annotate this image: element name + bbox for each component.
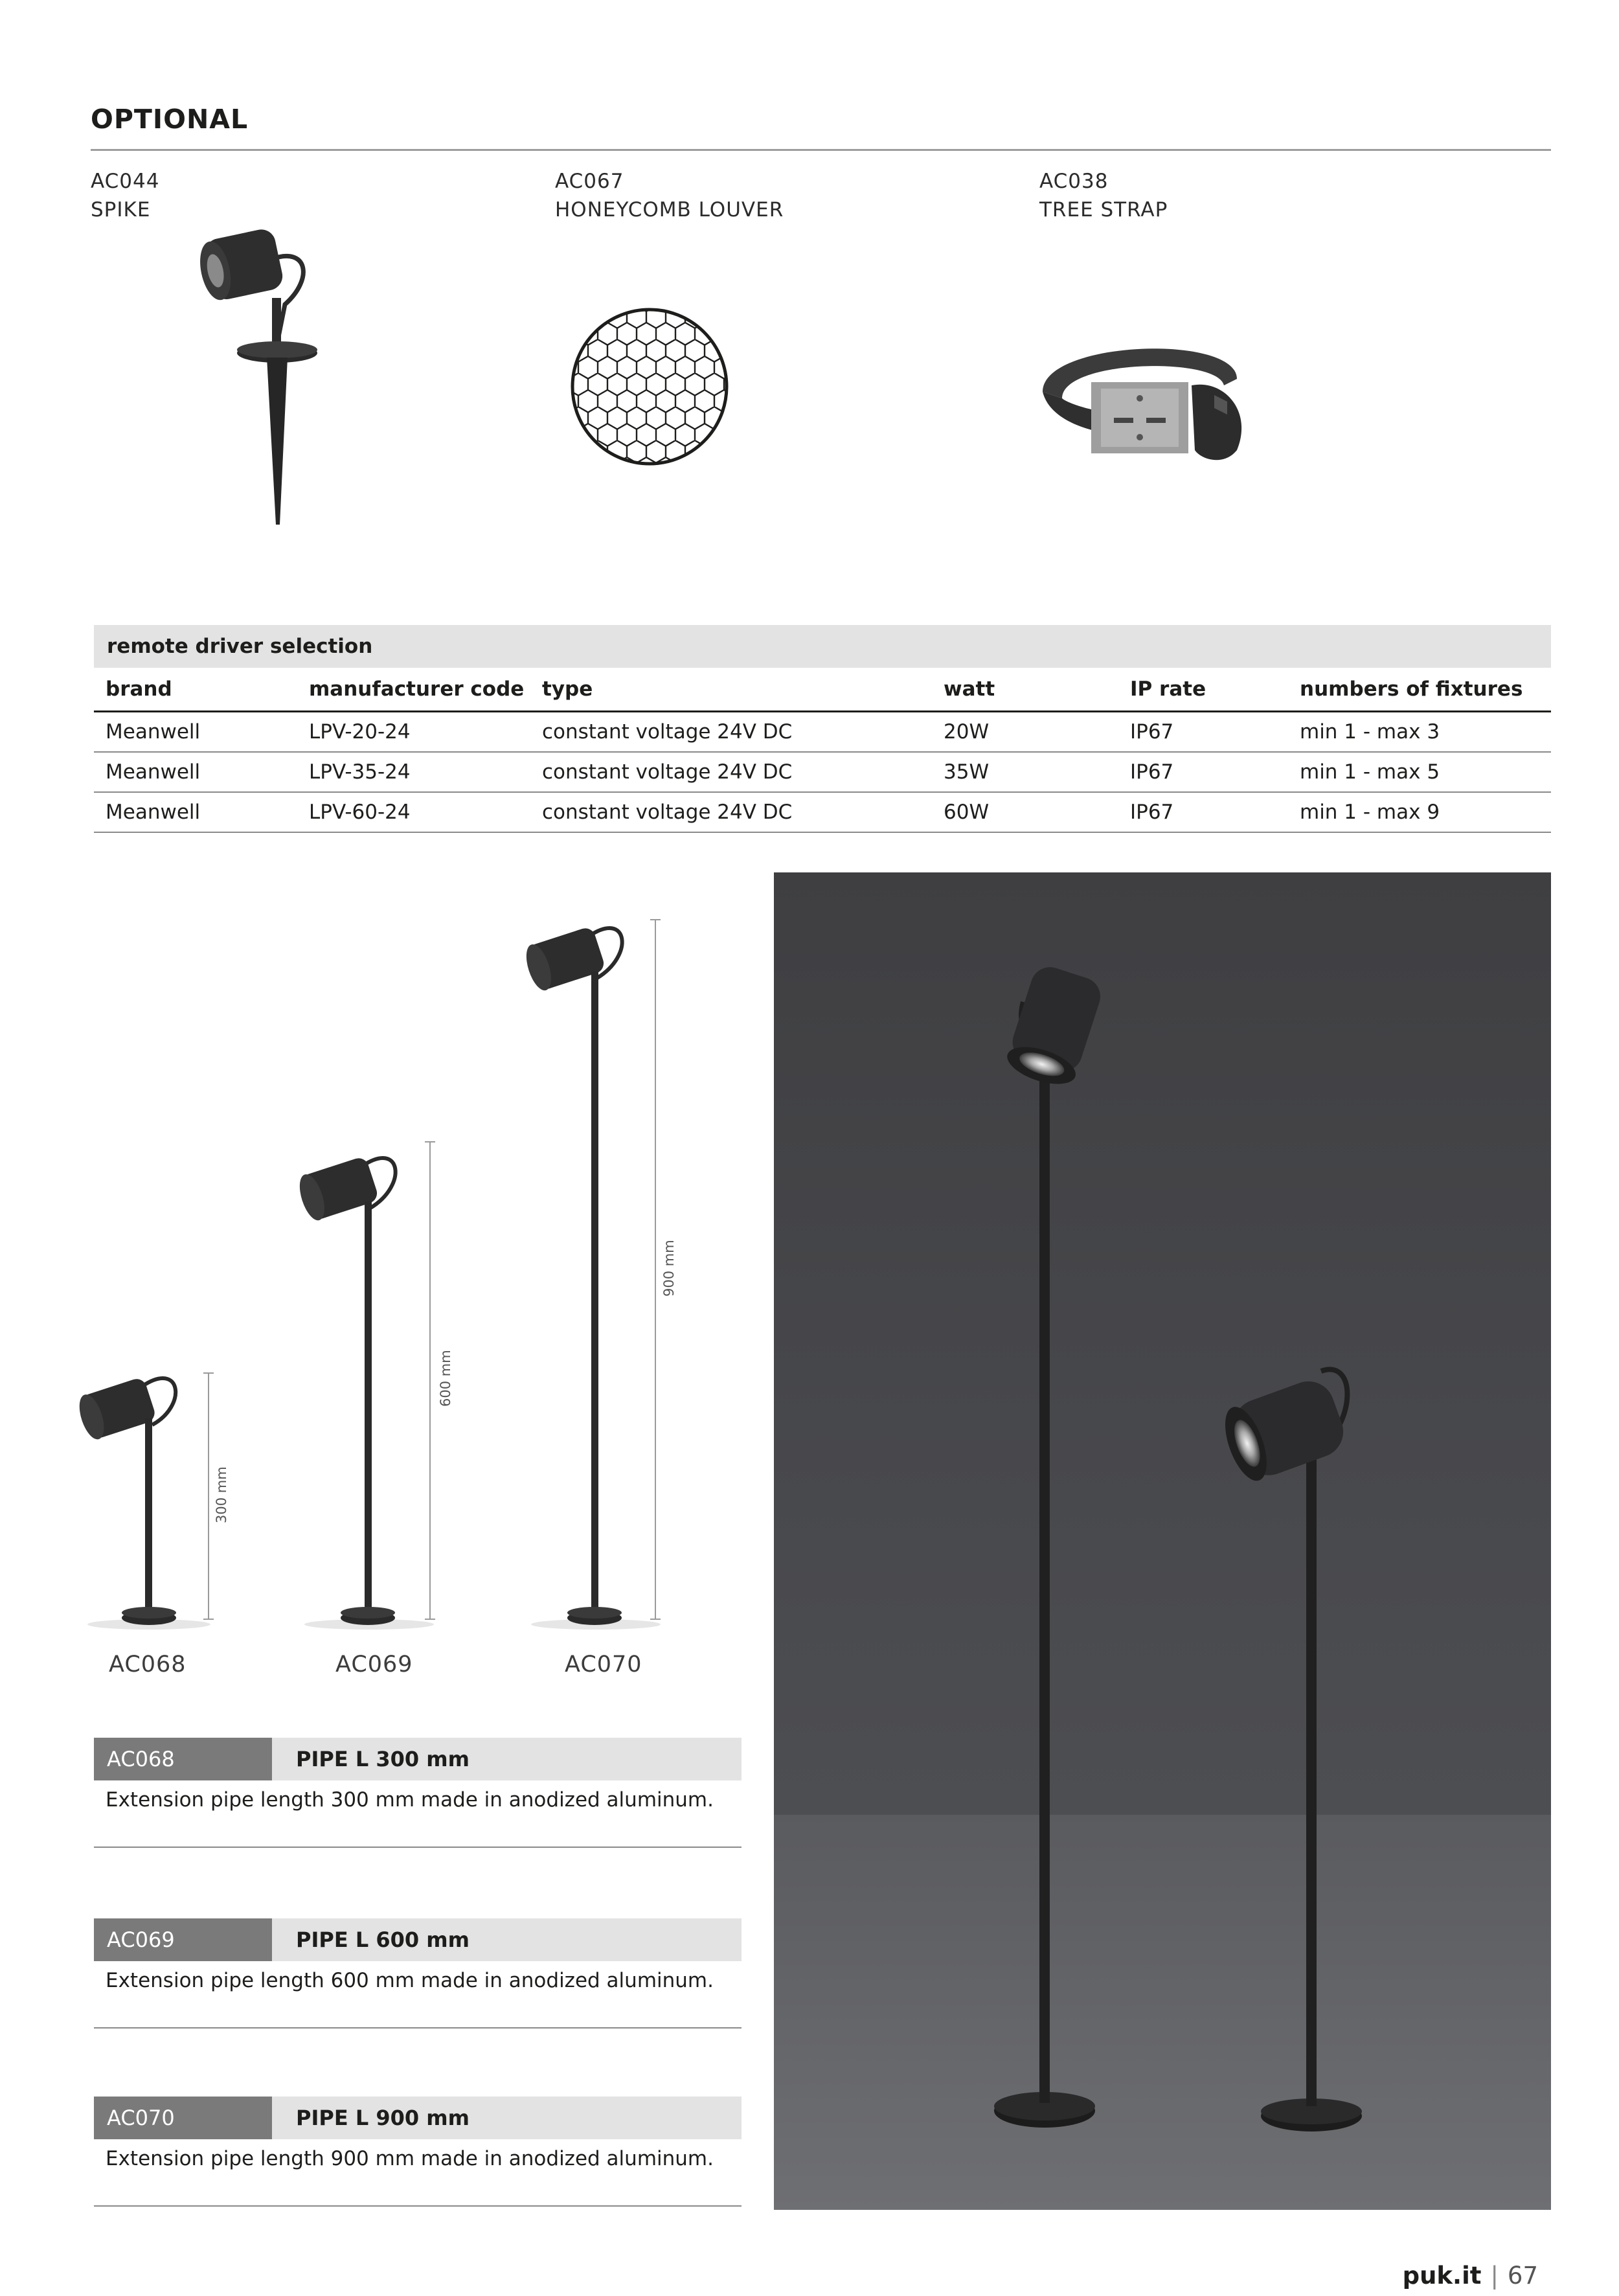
cell-brand: Meanwell [106, 760, 201, 784]
cell-watt: 35W [944, 760, 990, 784]
tree-strap-image [1030, 321, 1250, 470]
page-number: 67 [1507, 2262, 1538, 2290]
pipe-ac068-drawing [74, 1373, 214, 1630]
driver-selection-table [94, 625, 1551, 833]
pipe-ac070-drawing [521, 920, 661, 1630]
column-header-manufacturer-code: manufacturer code [309, 677, 525, 701]
cell-numbers-of-fixtures: min 1 - max 3 [1300, 720, 1440, 744]
column-header-brand: brand [106, 677, 172, 701]
accessory-code: AC038 [1039, 170, 1109, 193]
column-header-numbers-of-fixtures: numbers of fixtures [1300, 677, 1523, 701]
column-header-type: type [542, 677, 593, 701]
dimension-label-300: 300 mm [214, 1466, 229, 1523]
column-header-ip-rate: IP rate [1130, 677, 1206, 701]
footer [1403, 2262, 1538, 2290]
cell-type: constant voltage 24V DC [542, 720, 793, 744]
accessory-name: TREE STRAP [1039, 198, 1168, 222]
cell-type: constant voltage 24V DC [542, 801, 793, 824]
accessory-spike [91, 170, 159, 222]
section-divider [91, 149, 1551, 151]
spec-title: PIPE L 900 mm [296, 2106, 470, 2130]
table-title: remote driver selection [94, 625, 1551, 668]
pipe-label-ac070: AC070 [565, 1652, 642, 1677]
cell-watt: 20W [944, 720, 990, 744]
accessory-name: SPIKE [91, 198, 151, 222]
spec-header [94, 2097, 742, 2139]
cell-manufacturer-code: LPV-60-24 [309, 801, 411, 824]
cell-brand: Meanwell [106, 720, 201, 744]
cell-ip-rate: IP67 [1130, 760, 1174, 784]
pipe-label-ac068: AC068 [109, 1652, 187, 1677]
honeycomb-louver-image [569, 306, 730, 468]
spec-description: Extension pipe length 300 mm made in anodized aluminum. [94, 1780, 742, 1848]
dimension-label-900: 900 mm [661, 1240, 677, 1297]
spec-description: Extension pipe length 600 mm made in anodized aluminum. [94, 1961, 742, 2029]
cell-manufacturer-code: LPV-35-24 [309, 760, 411, 784]
spec-block-ac068 [94, 1738, 742, 1848]
footer-brand: puk.it [1402, 2262, 1482, 2290]
pipe-label-ac069: AC069 [335, 1652, 413, 1677]
spec-title: PIPE L 300 mm [296, 1747, 470, 1771]
footer-separator: | [1490, 2262, 1499, 2290]
spec-code: AC069 [94, 1918, 272, 1961]
product-photo [774, 872, 1551, 2210]
table-row [94, 712, 1551, 753]
spec-description: Extension pipe length 900 mm made in anodized aluminum. [94, 2139, 742, 2207]
spec-block-ac070 [94, 2097, 742, 2207]
section-title: OPTIONAL [91, 104, 249, 135]
accessory-tree-strap [1039, 170, 1168, 222]
spike-image [194, 220, 324, 531]
cell-numbers-of-fixtures: min 1 - max 9 [1300, 801, 1440, 824]
cell-type: constant voltage 24V DC [542, 760, 793, 784]
pipe-ac069-drawing [295, 1142, 435, 1630]
spec-code: AC068 [94, 1738, 272, 1780]
spec-header [94, 1918, 742, 1961]
cell-ip-rate: IP67 [1130, 720, 1174, 744]
accessory-honeycomb-louver [555, 170, 784, 222]
table-header-row [94, 668, 1551, 712]
table-row [94, 793, 1551, 833]
pipes-dimension-diagram [65, 907, 712, 1645]
dimension-label-600: 600 mm [438, 1350, 453, 1407]
accessory-code: AC067 [555, 170, 624, 193]
spec-header [94, 1738, 742, 1780]
table-row [94, 753, 1551, 793]
cell-ip-rate: IP67 [1130, 801, 1174, 824]
cell-brand: Meanwell [106, 801, 201, 824]
accessory-name: HONEYCOMB LOUVER [555, 198, 784, 222]
cell-manufacturer-code: LPV-20-24 [309, 720, 411, 744]
column-header-watt: watt [944, 677, 995, 701]
spec-code: AC070 [94, 2097, 272, 2139]
spec-title: PIPE L 600 mm [296, 1927, 470, 1952]
cell-watt: 60W [944, 801, 990, 824]
spec-block-ac069 [94, 1918, 742, 2029]
cell-numbers-of-fixtures: min 1 - max 5 [1300, 760, 1440, 784]
accessory-code: AC044 [91, 170, 160, 193]
